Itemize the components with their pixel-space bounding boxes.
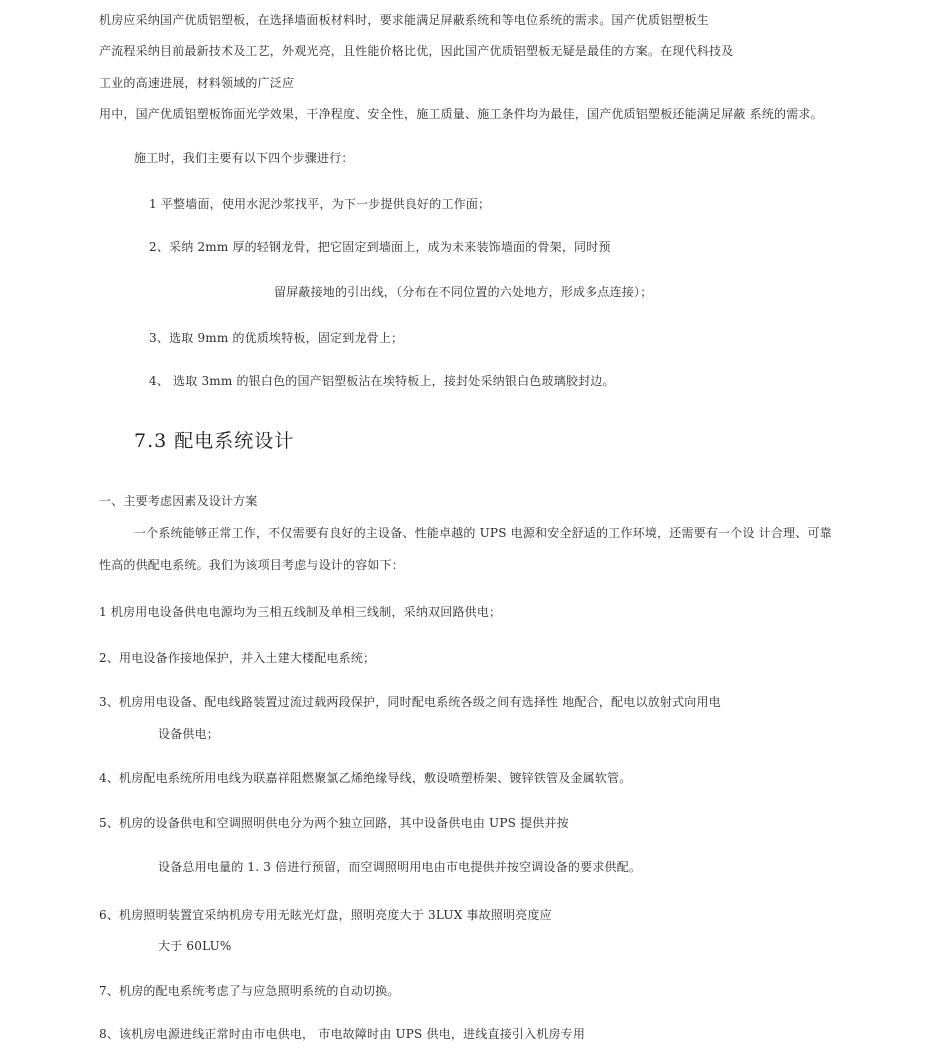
- section-paragraph-line-1: 一个系统能够正常工作，不仅需要有良好的主设备、性能卓越的 UPS 电源和安全舒适的工作环境，还需要有一个设 计合理、可靠: [134, 526, 832, 540]
- item-6-line-1: 6、机房照明装置宜采纳机房专用无眩光灯盘，照明亮度大于 3LUX 事故照明亮度应: [99, 908, 552, 922]
- item-5-line-1: 5、机房的设备供电和空调照明供电分为两个独立回路，其中设备供电由 UPS 提供并按: [99, 816, 569, 830]
- section-subheading: 一、主要考虑因素及设计方案: [99, 494, 258, 508]
- item-3-line-2: 设备供电；: [158, 727, 220, 741]
- item-5-line-2: 设备总用电量的 1. 3 倍进行预留，而空调照明用电由市电提供并按空调设备的要求供配。: [158, 860, 642, 874]
- intro-paragraph-line-2: 产流程采纳目前最新技术及工艺，外观光亮，且性能价格比优，因此国产优质铝塑板无疑是最佳的方案。在现代科技及: [99, 44, 734, 58]
- item-1: 1 机房用电设备供电电源均为三相五线制及单相三线制，采纳双回路供电；: [99, 605, 502, 619]
- step-2-line-2: 留屏蔽接地的引出线，（分布在不同位置的六处地方，形成多点连接）；: [274, 285, 653, 299]
- steps-intro: 施工时，我们主要有以下四个步骤进行：: [134, 151, 354, 165]
- step-4: 4、 选取 3mm 的银白色的国产铝塑板沾在埃特板上，接封处采纳银白色玻璃胶封边。: [149, 374, 615, 388]
- item-8: 8、该机房电源进线正常时由市电供电， 市电故障时由 UPS 供电，进线直接引入机房专用: [99, 1027, 586, 1041]
- intro-paragraph-line-3: 工业的高速进展，材料领域的广泛应: [99, 76, 295, 90]
- step-1: 1 平整墙面，使用水泥沙浆找平，为下一步提供良好的工作面；: [149, 197, 491, 211]
- intro-paragraph-line-1: 机房应采纳国产优质铝塑板，在选择墙面板材料时，要求能满足屏蔽系统和等电位系统的需求。国产优质铝塑板生: [99, 13, 710, 27]
- item-3-line-1: 3、机房用电设备、配电线路装置过流过载两段保护，同时配电系统各级之间有选择性 地配合，配电以放射式向用电: [99, 695, 721, 709]
- section-title: 7.3 配电系统设计: [134, 430, 295, 452]
- item-6-line-2: 大于 60LU%: [158, 939, 232, 953]
- item-2: 2、用电设备作接地保护，并入土建大楼配电系统；: [99, 651, 376, 665]
- section-paragraph-line-2: 性高的供配电系统。我们为该项目考虑与设计的容如下：: [99, 558, 405, 572]
- item-7: 7、机房的配电系统考虑了与应急照明系统的自动切换。: [99, 984, 400, 998]
- intro-paragraph-line-4: 用中，国产优质铝塑板饰面光学效果，干净程度、安全性，施工质量、施工条件均为最佳，国产优质铝塑板还能满足屏蔽 系统的需求。: [99, 107, 823, 121]
- step-3: 3、选取 9mm 的优质埃特板，固定到龙骨上；: [149, 331, 404, 345]
- item-4: 4、机房配电系统所用电线为联嘉祥阻燃聚氯乙烯绝缘导线，敷设喷塑桥架、镀锌铁管及金属软管。: [99, 771, 632, 785]
- step-2-line-1: 2、采纳 2mm 厚的轻钢龙骨，把它固定到墙面上，成为未来装饰墙面的骨架，同时预: [149, 240, 611, 254]
